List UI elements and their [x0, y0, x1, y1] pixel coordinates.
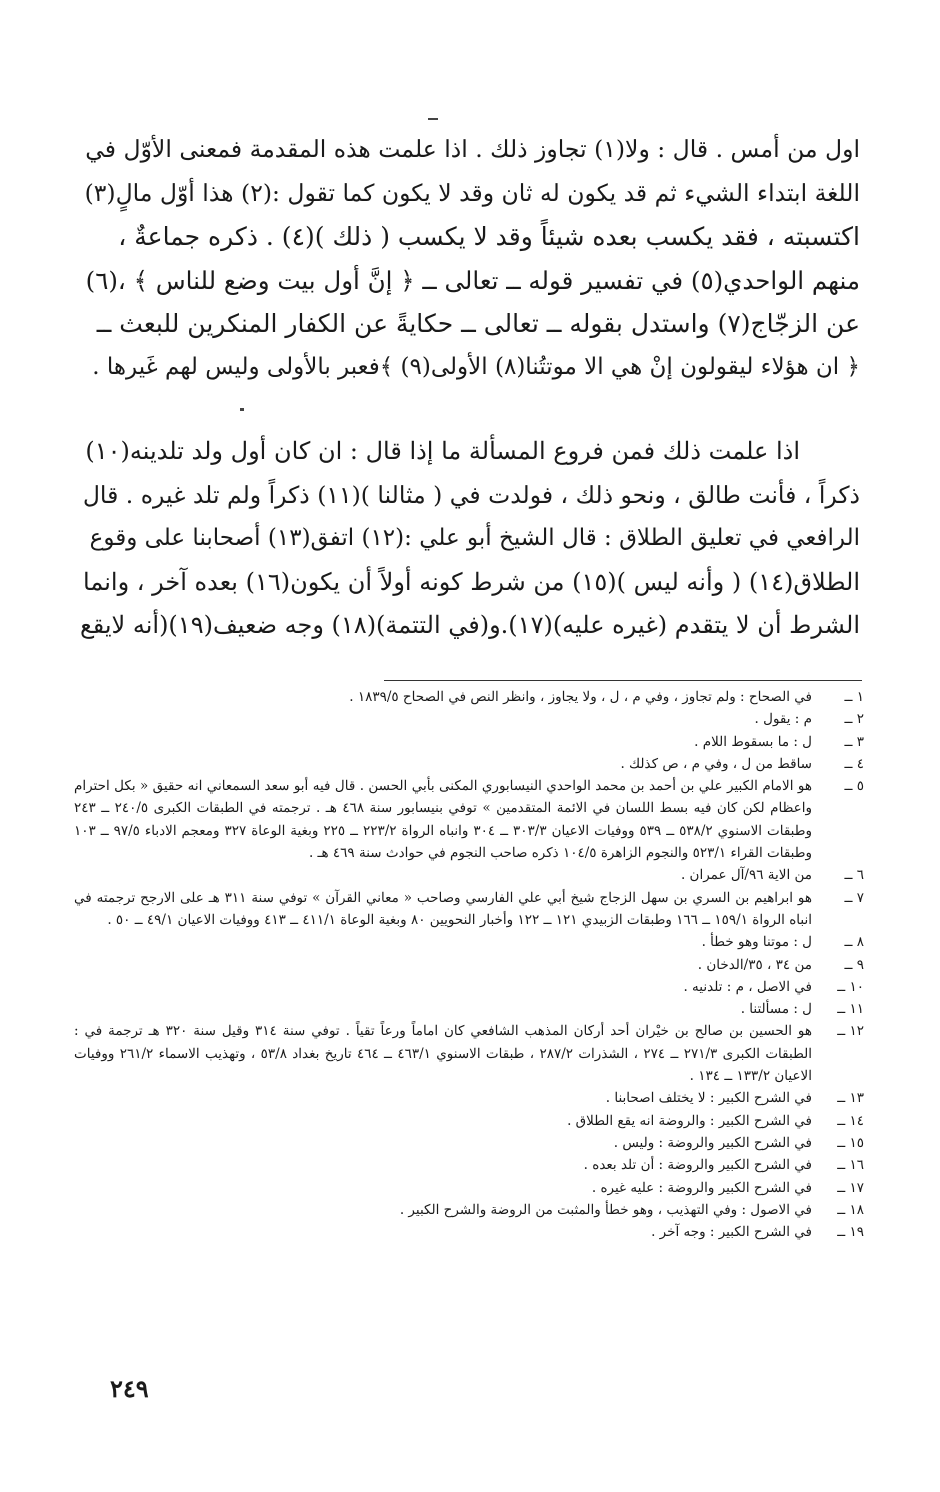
main-paragraph-1 [80, 128, 860, 389]
footnote [74, 1177, 864, 1199]
footnote [74, 775, 864, 864]
footnote-number: ١٩ ــ [837, 1224, 864, 1241]
footnote-number: ٤ ــ [844, 755, 864, 772]
footnote-text: هو ابراهيم بن السري بن سهل الزجاج شيخ أبي علي الفارسي وصاحب « معاني القرآن » توفي سنة ٣١١ هـ على الارجح ترجمته في انباه الرواة ١٥٩/١ ــ ١٦٦ وطبقات الزبيدي ١٢١ ــ ١٢٢ وأخبار النحويين ٨٠ وبغية الوعاة ٤١١/١ ــ ٤١٣ ووفيات الاعيان ٤٩/١ ــ ٥٠ . [74, 889, 812, 928]
footnote-text: في الشرح الكبير والروضة : وليس . [613, 1134, 812, 1151]
footnote-number: ٧ ــ [844, 889, 864, 906]
footnote [74, 1110, 864, 1132]
footnote-number: ١٢ ــ [837, 1023, 864, 1040]
text-line: منهم الواحدي(٥) في تفسير قوله ــ تعالى ــ ﴿ إنَّ أول بيت وضع للناس ﴾ ،(٦) [85, 265, 860, 295]
footnote-text: في الصحاح : ولم تجاوز ، وفي م ، ل ، ولا يجاوز ، وانظر النص في الصحاح ١٨٣٩/٥ . [349, 689, 812, 705]
footnote-text: في الشرح الكبير : لا يختلف اصحابنا . [605, 1090, 812, 1107]
text-line: ﴿ ان هؤلاء ليقولون إنْ هي الا موتتُنا(٨) الأولى(٩) ﴾فعبر بالأولى وليس لهم غَيرها . [92, 353, 860, 380]
footnote [74, 998, 864, 1020]
footnote-number: ١٥ ــ [837, 1134, 864, 1151]
footnote [74, 1221, 864, 1243]
footnote-number: ١ ــ [844, 689, 864, 705]
page-number: ٢٤٩ [110, 1374, 149, 1403]
footnote-number: ١١ ــ [837, 1001, 864, 1018]
top-mark [428, 118, 438, 120]
footnote-number: ١٨ ــ [837, 1201, 864, 1218]
footnote [74, 731, 864, 753]
footnote [74, 887, 864, 932]
footnote-text: في الشرح الكبير : وجه آخر . [651, 1224, 812, 1241]
text-line: الشرط أن لا يتقدم (غيره عليه)(١٧).و(في التتمة)(١٨) وجه ضعيف(١٩)(أنه لايقع [80, 611, 860, 639]
footnote-number: ٥ ــ [844, 778, 864, 795]
footnote-number: ١٤ ــ [837, 1112, 864, 1129]
text-line: ذكراً ، فأنت طالق ، ونحو ذلك ، فولدت في ( مثالنا )(١١) ذكراً ولم تلد غيره . قال [82, 480, 860, 509]
footnote [74, 931, 864, 953]
footnote [74, 1199, 864, 1221]
footnote-text: ساقط من ل ، وفي م ، ص كذلك . [620, 755, 812, 772]
footnote-text: في الشرح الكبير والروضة : أن تلد بعده . [583, 1157, 812, 1174]
mid-mark [240, 408, 244, 411]
footnote-number: ٦ ــ [844, 867, 864, 884]
text-line: اول من أمس . قال : ولا(١) تجاوز ذلك . اذا علمت هذه المقدمة فمعنى الأوّل في [85, 135, 860, 163]
footnote-text: ل : ما بسقوط اللام . [694, 733, 812, 750]
text-line: الطلاق(١٤) ( وأنه ليس )(١٥) من شرط كونه أولاً أن يكون(١٦) بعده آخر ، وانما [83, 567, 860, 596]
footnote-number: ١٦ ــ [837, 1157, 864, 1174]
footnote-number: ١٠ ــ [837, 978, 864, 995]
footnote-text: هو الحسين بن صالح بن خيْران أحد أركان المذهب الشافعي كان اماماً ورعاً تقياً . توفي سنة ٣١٤ وقيل سنة ٣٢٠ هـ ترجمة في : الطبقات الكبرى ٢٧١/٣ ــ ٢٧٤ ، الشذرات ٢٨٧/٢ ، طبقات الاسنوي ٤٦٣/١ ــ ٤٦٤ تاريخ بغداد ٥٣/٨ ، وتهذيب الاسماء ٢٦١/٢ ووفيات الاعيان ١٣٣/٢ ــ ١٣٤ . [74, 1023, 813, 1085]
footnote [74, 1154, 864, 1176]
footnote-number: ١٣ ــ [837, 1090, 864, 1107]
footnote-number: ٨ ــ [844, 934, 864, 951]
footnote-text: من ٣٤ ، ٣٥/الدخان . [697, 956, 812, 973]
footnote-number: ٢ ــ [844, 711, 864, 728]
footnote [74, 708, 864, 730]
main-paragraph-2 [80, 430, 860, 648]
footnote-divider [384, 680, 862, 681]
footnote-number: ٩ ــ [844, 956, 864, 973]
footnote-text: من الاية ٩٦/آل عمران . [680, 867, 812, 884]
footnote-text: في الشرح الكبير : والروضة انه يقع الطلاق . [567, 1112, 812, 1129]
footnote [74, 1132, 864, 1154]
footnotes-list [74, 686, 864, 1243]
footnote [74, 1020, 864, 1087]
footnote-text: ل : موتنا وهو خطأ . [701, 934, 812, 951]
footnote [74, 954, 864, 976]
footnote-text: م : يقول . [754, 711, 812, 728]
footnote-text: هو الامام الكبير علي بن أحمد بن محمد الواحدي النيسابوري المكنى بأبي الحسن . قال فيه أبو سعد السمعاني انه حقيق « بكل احترام واعظام لكن كان فيه بسط اللسان في الائمة المتقدمين » توفي بنيسابور سنة ٤٦٨ هـ . ترجمته في الطبقات الكبرى ٢٤٠/٥ ــ ٢٤٣ وطبقات الاسنوي ٥٣٨/٢ ــ ٥٣٩ ووفيات الاعيان ٣٠٣/٣ ــ ٣٠٤ وانباه الرواة ٢٢٣/٢ ــ ٢٢٥ وبغية الوعاة ٣٢٧ ومعجم الادباء ٩٧/٥ ــ ١٠٣ وطبقات القراء ٥٢٣/١ والنجوم الزاهرة ١٠٤/٥ ذكره صاحب النجوم في حوادث سنة ٤٦٩ هـ . [74, 778, 812, 862]
text-line: عن الزجّاج(٧) واستدل بقوله ــ تعالى ــ حكايةً عن الكفار المنكرين للبعث ــ [96, 309, 860, 338]
footnote [74, 864, 864, 886]
footnote [74, 753, 864, 775]
text-line: اكتسبته ، فقد يكسب بعده شيئاً وقد لا يكسب ( ذلك )(٤) . ذكره جماعةٌ ، [118, 222, 860, 251]
footnote-text: في الاصل ، م : تلدنيه . [683, 978, 812, 995]
footnote [74, 1087, 864, 1109]
footnote [74, 686, 864, 708]
text-line: اللغة ابتداء الشيء ثم قد يكون له ثان وقد لا يكون كما تقول :(٢) هذا أوّل مالٍ(٣) [84, 178, 860, 207]
text-line: الرافعي في تعليق الطلاق : قال الشيخ أبو علي :(١٢) اتفق(١٣) أصحابنا على وقوع [89, 525, 860, 551]
footnote [74, 976, 864, 998]
footnote-text: ل : مسألتنا . [740, 1001, 812, 1018]
footnote-number: ١٧ ــ [837, 1179, 864, 1196]
footnote-text: في الاصول : وفي التهذيب ، وهو خطأ والمثبت من الروضة والشرح الكبير . [399, 1201, 812, 1218]
text-line: اذا علمت ذلك فمن فروع المسألة ما إذا قال : ان كان أول ولد تلدينه(١٠) [85, 437, 800, 465]
footnote-text: في الشرح الكبير والروضة : عليه غيره . [591, 1179, 812, 1196]
footnote-number: ٣ ــ [844, 733, 864, 750]
